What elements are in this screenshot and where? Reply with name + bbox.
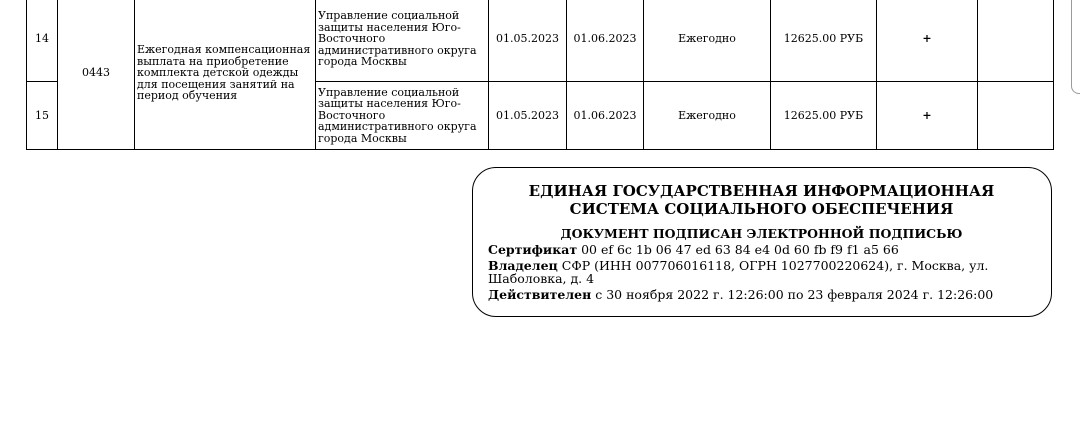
stamp-subtitle: ДОКУМЕНТ ПОДПИСАН ЭЛЕКТРОННОЙ ПОДПИСЬЮ — [560, 226, 963, 241]
extra-cell — [978, 82, 1054, 150]
periodicity: Ежегодно — [644, 82, 771, 150]
issuing-organization: Управление социальной защиты населения Юго-Восточного административного округа города Москвы — [316, 82, 489, 150]
flag-mark: + — [877, 82, 978, 150]
owner-line — [488, 259, 1035, 286]
row-number: 15 — [27, 82, 58, 150]
validity-value: с 30 ноября 2022 г. 12:26:00 по 23 февраля 2024 г. 12:26:00 — [595, 286, 994, 302]
flag-mark: + — [877, 0, 978, 82]
owner-label: Владелец — [488, 257, 558, 273]
adjacent-page-edge — [1071, 0, 1080, 94]
amount: 12625.00 РУБ — [771, 82, 877, 150]
owner-value: СФР (ИНН 007706016118, ОГРН 1027700220624), г. Москва, ул. Шаболовка, д. 4 — [488, 257, 989, 286]
certificate-label: Сертификат — [488, 242, 578, 257]
start-date: 01.05.2023 — [489, 82, 567, 150]
row-number: 14 — [27, 0, 58, 82]
certificate-value: 00 ef 6c 1b 06 47 ed 63 84 e4 0d 60 fb f9 f1 a5 66 — [581, 242, 899, 257]
end-date: 01.06.2023 — [567, 0, 644, 82]
end-date: 01.06.2023 — [567, 82, 644, 150]
stamp-title-line2: СИСТЕМА СОЦИАЛЬНОГО ОБЕСПЕЧЕНИЯ — [569, 200, 954, 218]
certificate-line — [488, 243, 1035, 257]
validity-line — [488, 288, 1035, 302]
issuing-organization: Управление социальной защиты населения Юго-Восточного административного округа города Москвы — [316, 0, 489, 82]
benefit-name: Ежегодная компенсационная выплата на приобретение комплекта детской одежды для посещения занятий на период обучения — [135, 0, 316, 150]
extra-cell — [978, 0, 1054, 82]
validity-label: Действителен — [488, 286, 592, 302]
benefit-code: 0443 — [58, 0, 135, 150]
amount: 12625.00 РУБ — [771, 0, 877, 82]
electronic-signature-stamp — [472, 167, 1052, 317]
table-row — [27, 0, 1054, 82]
benefits-table — [26, 0, 1054, 150]
stamp-title-line1: ЕДИНАЯ ГОСУДАРСТВЕННАЯ ИНФОРМАЦИОННАЯ — [528, 182, 995, 200]
periodicity: Ежегодно — [644, 0, 771, 82]
start-date: 01.05.2023 — [489, 0, 567, 82]
